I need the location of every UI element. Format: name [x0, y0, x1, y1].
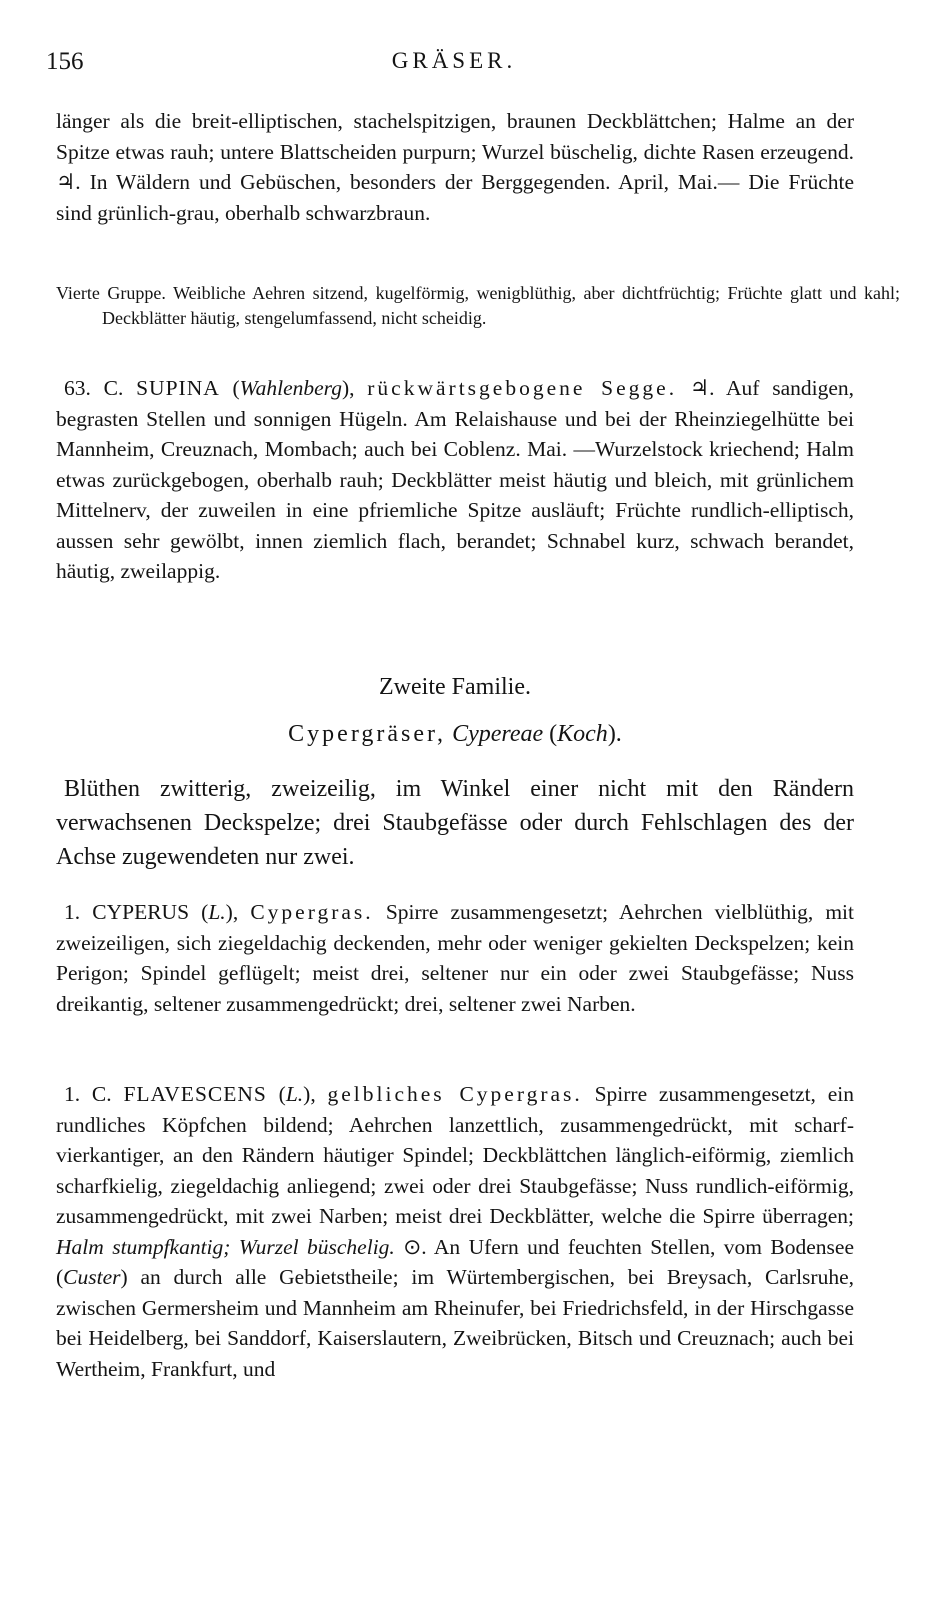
- genus-entry-cyperus: 1. CYPERUS (L.), Cypergras. Spirre zusammengesetzt; Aehrchen vielblüthig, mit zweizeiligen, sich ziegeldachig deckenden, mehr oder weniger gekielten Deckspelzen; kein Perigon; Spindel geflügelt; meist drei, seltener nur ein oder zwei Staubgefässe; Nuss dreikantig, seltener zusammengedrückt; drei, seltener zwei Narben.: [56, 900, 855, 1016]
- species-collector: Custer: [63, 1265, 121, 1289]
- genus-author: L.: [208, 900, 226, 924]
- family-author: Koch: [557, 721, 608, 747]
- family-latin-name: Cypereae: [452, 721, 544, 747]
- species-latin-name: FLAVESCENS: [123, 1082, 267, 1106]
- species-author: Wahlenberg: [239, 376, 342, 400]
- species-number: 63. C.: [64, 376, 124, 400]
- group-description: Vierte Gruppe. Weibliche Aehren sitzend, kugelförmig, wenigblüthig, aber dichtfrüchtig; Früchte glatt und kahl; Deckblätter häutig, stengelumfassend, nicht scheidig.: [56, 283, 900, 328]
- species-description-b: An Ufern und feuchten Stellen, vom Bodensee (: [56, 1234, 855, 1289]
- genus-number: 1.: [64, 900, 81, 924]
- species-italic-description: Halm stumpfkantig; Wurzel büschelig.: [56, 1234, 395, 1259]
- family-number: Zweite Familie.: [379, 674, 531, 700]
- species-description: ♃. Auf sandigen, begrasten Stellen und sonnigen Hügeln. Am Relaishause und bei der Rheinziegelhütte bei Mannheim, Creuznach, Mombach; auch bei Coblenz. Mai. —Wurzelstock kriechend; Halm etwas zurückgebogen, oberhalb rauh; Deckblätter meist häutig und bleich, mit grünlichem Mittelnerv, der zuweilen in eine pfriemliche Spitze ausläuft; Früchte rundlich-elliptisch, aussen sehr gewölbt, innen ziemlich flach, berandet; Schnabel kurz, schwach berandet, häutig, zweilappig.: [56, 376, 855, 583]
- page-number: 156: [46, 48, 84, 75]
- species-description-a: Spirre zusammengesetzt, ein rundliches Köpfchen bildend; Aehrchen lanzettlich, zusammengedrückt, mit scharf-vierkantiger, an den Rändern häutiger Spindel; Deckblättchen länglich-eiförmig, ziemlich scharfkielig, ziegeldachig anliegend; zwei oder drei Staubgefässe; Nuss rundlich-eiförmig, zusammengedrückt, mit zwei Narben; meist drei Deckblätter, welche die Spirre überragen;: [56, 1082, 854, 1228]
- species-description-c: ) an durch alle Gebietstheile; im Würtembergischen, bei Breysach, Carlsruhe, zwischen Germersheim und Mannheim am Rheinufer, bei Friedrichsfeld, in der Hirschgasse bei Heidelberg, bei Sanddorf, Kaiserslautern, Zweibrücken, Bitsch und Creuznach; auch bei Wertheim, Frankfurt, und: [56, 1265, 854, 1381]
- annual-symbol: ⊙.: [403, 1234, 427, 1259]
- running-title: GRÄSER.: [391, 48, 517, 73]
- species-entry-flavescens: 1. C. FLAVESCENS (L.), gelbliches Cypergras. Spirre zusammengesetzt, ein rundliches Köpfchen bildend; Aehrchen lanzettlich, zusammengedrückt, mit scharf-vierkantiger, an den Rändern häutiger Spindel; Deckblättchen länglich-eiförmig, ziemlich scharfkielig, ziegeldachig anliegend; zwei oder drei Staubgefässe; Nuss rundlich-eiförmig, zusammengedrückt, mit zwei Narben; meist drei Deckblätter, welche die Spirre überragen; Halm stumpfkantig; Wurzel büschelig. ⊙. An Ufern und feuchten Stellen, vom Bodensee (Custer) an durch alle Gebietstheile; im Würtembergischen, bei Breysach, Carlsruhe, zwischen Germersheim und Mannheim am Rheinufer, bei Friedrichsfeld, in der Hirschgasse bei Heidelberg, bei Sanddorf, Kaiserslautern, Zweibrücken, Bitsch und Creuznach; auch bei Wertheim, Frankfurt, und: [56, 1082, 855, 1381]
- family-common-name: Cypergräser,: [288, 721, 447, 747]
- genus-description: Spirre zusammengesetzt; Aehrchen vielblüthig, mit zweizeiligen, sich ziegeldachig deckenden, mehr oder weniger gekielten Deckspelzen; kein Perigon; Spindel geflügelt; meist drei, seltener nur ein oder zwei Staubgefässe; Nuss dreikantig, seltener zusammengedrückt; drei, seltener zwei Narben.: [56, 900, 855, 1016]
- genus-name: CYPERUS: [92, 900, 190, 924]
- family-description: Blüthen zwitterig, zweizeilig, im Winkel einer nicht mit den Rändern verwachsenen Deckspelze; drei Staubgefässe oder durch Fehlschlagen des der Achse zugewendeten nur zwei.: [56, 776, 854, 870]
- genus-common-name: Cypergras.: [250, 900, 374, 924]
- family-title: Cypergräser, Cypereae (Koch).: [288, 721, 622, 747]
- species-latin-name: SUPINA: [136, 376, 220, 400]
- species-number: 1. C.: [64, 1082, 112, 1106]
- continuation-paragraph: länger als die breit-elliptischen, stachelspitzigen, braunen Deckblättchen; Halme an der Spitze etwas rauh; untere Blattscheiden purpurn; Wurzel büschelig, dichte Rasen erzeugend. ♃. In Wäldern und Gebüschen, besonders der Berggegenden. April, Mai.— Die Früchte sind grünlich-grau, oberhalb schwarzbraun.: [56, 109, 854, 225]
- species-author: L.: [285, 1082, 304, 1106]
- page-header: [46, 48, 862, 88]
- species-common-name: rückwärtsgebogene Segge.: [367, 376, 678, 400]
- species-entry-supina: 63. C. SUPINA (Wahlenberg), rückwärtsgebogene Segge. ♃. Auf sandigen, begrasten Stellen und sonnigen Hügeln. Am Relaishause und bei der Rheinziegelhütte bei Mannheim, Creuznach, Mombach; auch bei Coblenz. Mai. —Wurzelstock kriechend; Halm etwas zurückgebogen, oberhalb rauh; Deckblätter meist häutig und bleich, mit grünlichem Mittelnerv, der zuweilen in eine pfriemliche Spitze ausläuft; Früchte rundlich-elliptisch, aussen sehr gewölbt, innen ziemlich flach, berandet; Schnabel kurz, schwach berandet, häutig, zweilappig.: [56, 376, 855, 583]
- species-common-name: gelbliches Cypergras.: [327, 1082, 583, 1106]
